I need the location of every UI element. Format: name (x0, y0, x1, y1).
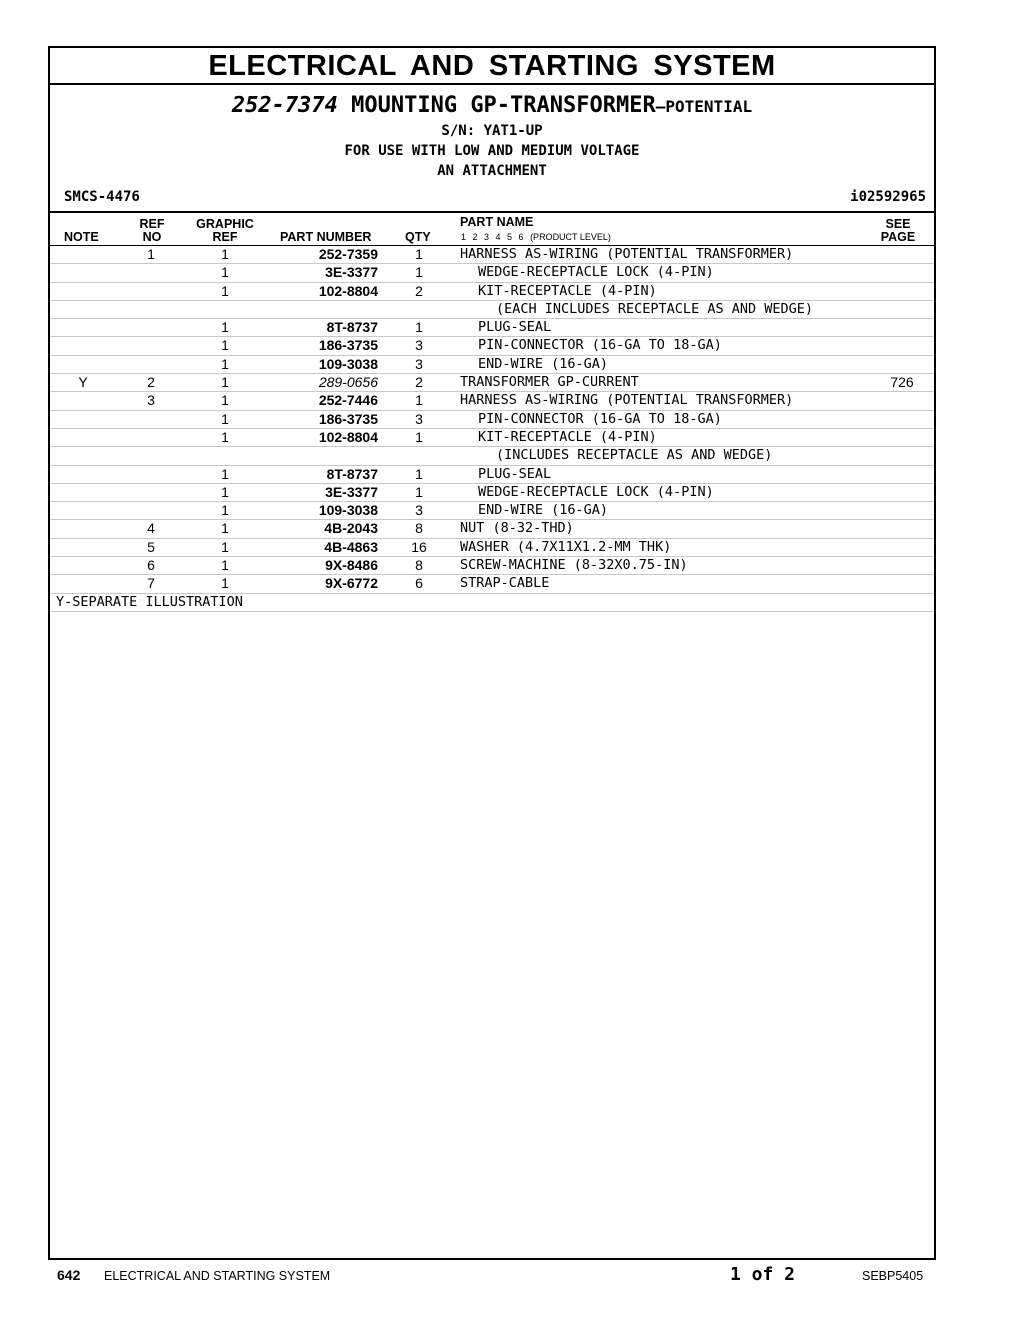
part-name-cell: PIN-CONNECTOR (16-GA TO 18-GA) (478, 337, 722, 354)
group-title (50, 92, 934, 121)
table-footnote-row (50, 594, 934, 612)
footer-sheet-indicator: 1 of 2 (730, 1264, 796, 1285)
part-name-cell: (INCLUDES RECEPTACLE AS AND WEDGE) (496, 447, 773, 464)
part-number-cell: 4B-4863 (324, 538, 378, 555)
graphic-ref-cell: 1 (221, 465, 229, 482)
part-number-cell: 186-3735 (318, 337, 378, 354)
part-number-cell: 3E-3377 (325, 264, 378, 281)
graphic-ref-cell: 1 (221, 246, 229, 262)
graphic-ref-cell: 1 (221, 264, 229, 281)
product-levels (461, 232, 611, 243)
header-graphic-top: GRAPHIC (196, 217, 254, 231)
quantity-cell: 3 (415, 410, 423, 427)
group-name: MOUNTING GP-TRANSFORMER (351, 93, 656, 118)
header-part-number: PART NUMBER (280, 230, 372, 244)
part-name-cell: STRAP-CABLE (460, 575, 550, 592)
quantity-cell: 1 (415, 483, 423, 500)
table-row (50, 411, 934, 429)
header-ref-bottom: NO (142, 230, 162, 244)
header-graphic-bottom: REF (212, 230, 238, 244)
footer-publication-number: SEBP5405 (862, 1269, 924, 1283)
part-number-cell: 289-0656 (318, 374, 378, 391)
quantity-cell: 3 (415, 355, 423, 372)
header-note: NOTE (64, 230, 99, 244)
quantity-cell: 3 (415, 337, 423, 354)
ref-number-cell: 1 (147, 246, 155, 262)
graphic-ref-cell: 1 (221, 374, 229, 391)
table-row (50, 283, 934, 301)
part-name-cell: PLUG-SEAL (478, 319, 552, 336)
quantity-cell: 3 (415, 502, 423, 519)
part-name-cell: SCREW-MACHINE (8-32X0.75-IN) (460, 557, 688, 574)
graphic-ref-cell: 1 (221, 392, 229, 409)
graphic-ref-cell: 1 (221, 502, 229, 519)
part-number-cell: 252-7359 (318, 246, 378, 262)
table-row (50, 557, 934, 575)
header-see-top: SEE (885, 217, 911, 231)
smcs-code: SMCS-4476 (64, 189, 140, 205)
product-level-label: (PRODUCT LEVEL) (530, 232, 611, 242)
table-row (50, 264, 934, 282)
table-row (50, 246, 934, 264)
graphic-ref-cell: 1 (221, 319, 229, 336)
part-number-cell: 8T-8737 (326, 319, 378, 336)
part-number-cell: 9X-8486 (325, 557, 378, 574)
quantity-cell: 6 (415, 575, 423, 592)
header-ref-top: REF (139, 217, 165, 231)
table-row (50, 539, 934, 557)
parts-list (50, 245, 934, 612)
graphic-ref-cell: 1 (221, 575, 229, 592)
graphic-ref-cell: 1 (221, 337, 229, 354)
graphic-ref-cell: 1 (221, 520, 229, 537)
header-see-bottom: PAGE (880, 230, 916, 244)
quantity-cell: 1 (415, 428, 423, 445)
part-number-cell: 102-8804 (318, 428, 378, 445)
quantity-cell: 8 (415, 520, 423, 537)
part-number-cell: 9X-6772 (325, 575, 378, 592)
part-name-cell: END-WIRE (16-GA) (478, 355, 609, 372)
part-name-cell: WEDGE-RECEPTACLE LOCK (4-PIN) (478, 483, 714, 500)
part-name-cell: WASHER (4.7X11X1.2-MM THK) (460, 538, 672, 555)
graphic-ref-cell: 1 (221, 557, 229, 574)
quantity-cell: 1 (415, 392, 423, 409)
part-number-cell: 3E-3377 (325, 483, 378, 500)
table-row (50, 301, 934, 319)
table-row (50, 319, 934, 337)
quantity-cell: 1 (415, 465, 423, 482)
graphic-ref-cell: 1 (221, 410, 229, 427)
quantity-cell: 2 (415, 282, 423, 299)
ref-number-cell: 4 (147, 520, 155, 537)
group-dash: — (655, 97, 666, 116)
part-name-cell: (EACH INCLUDES RECEPTACLE AS AND WEDGE) (496, 300, 813, 317)
part-number-cell: 252-7446 (318, 392, 378, 409)
table-row (50, 575, 934, 593)
part-name-cell: WEDGE-RECEPTACLE LOCK (4-PIN) (478, 264, 714, 281)
part-name-cell: END-WIRE (16-GA) (478, 502, 609, 519)
ref-number-cell: 3 (147, 392, 155, 409)
graphic-ref-cell: 1 (221, 483, 229, 500)
part-number-cell: 186-3735 (318, 410, 378, 427)
part-number-cell: 109-3038 (318, 355, 378, 372)
ref-number-cell: 6 (147, 557, 155, 574)
see-page-cell: 726 (890, 374, 914, 391)
header-rule (50, 211, 934, 213)
attachment-line: AN ATTACHMENT (437, 163, 547, 179)
table-row (50, 429, 934, 447)
quantity-cell: 1 (415, 264, 423, 281)
part-name-cell: KIT-RECEPTACLE (4-PIN) (478, 428, 657, 445)
table-row (50, 447, 934, 465)
part-name-cell: TRANSFORMER GP-CURRENT (460, 374, 639, 391)
graphic-ref-cell: 1 (221, 428, 229, 445)
part-name-cell: KIT-RECEPTACLE (4-PIN) (478, 282, 657, 299)
table-row (50, 337, 934, 355)
quantity-cell: 1 (415, 246, 423, 262)
quantity-cell: 1 (415, 319, 423, 336)
footer-page-number: 642 (57, 1267, 81, 1283)
serial-number-line: S/N: YAT1-UP (441, 123, 543, 139)
part-number-cell: 109-3038 (318, 502, 378, 519)
level-numbers: 1 2 3 4 5 6 (461, 232, 524, 242)
footnote: Y-SEPARATE ILLUSTRATION (56, 593, 243, 610)
group-part-number: 252-7374 (231, 93, 338, 118)
ref-number-cell: 2 (147, 374, 155, 391)
part-number-cell: 4B-2043 (324, 520, 378, 537)
group-qualifier: POTENTIAL (665, 97, 753, 116)
parts-page-frame (48, 46, 936, 1260)
table-row (50, 392, 934, 410)
ref-number-cell: 5 (147, 538, 155, 555)
part-name-cell: PIN-CONNECTOR (16-GA TO 18-GA) (478, 410, 722, 427)
graphic-ref-cell: 1 (221, 282, 229, 299)
table-row (50, 484, 934, 502)
part-name-cell: PLUG-SEAL (478, 465, 552, 482)
table-row (50, 502, 934, 520)
header-part-name: PART NAME (460, 215, 534, 229)
table-row (50, 356, 934, 374)
quantity-cell: 8 (415, 557, 423, 574)
table-row (50, 520, 934, 538)
part-name-cell: HARNESS AS-WIRING (POTENTIAL TRANSFORMER) (460, 392, 794, 409)
quantity-cell: 16 (411, 538, 427, 555)
usage-line: FOR USE WITH LOW AND MEDIUM VOLTAGE (344, 143, 640, 159)
illustration-id: i02592965 (850, 189, 926, 205)
note-cell: Y (78, 374, 88, 391)
part-number-cell: 8T-8737 (326, 465, 378, 482)
header-qty: QTY (405, 230, 431, 244)
section-title: ELECTRICAL AND STARTING SYSTEM (50, 48, 934, 85)
footer-section-name: ELECTRICAL AND STARTING SYSTEM (104, 1269, 331, 1283)
table-row (50, 466, 934, 484)
part-name-cell: HARNESS AS-WIRING (POTENTIAL TRANSFORMER) (460, 246, 794, 262)
ref-number-cell: 7 (147, 575, 155, 592)
table-row (50, 374, 934, 392)
graphic-ref-cell: 1 (221, 355, 229, 372)
part-number-cell: 102-8804 (318, 282, 378, 299)
part-name-cell: NUT (8-32-THD) (460, 520, 574, 537)
quantity-cell: 2 (415, 374, 423, 391)
graphic-ref-cell: 1 (221, 538, 229, 555)
